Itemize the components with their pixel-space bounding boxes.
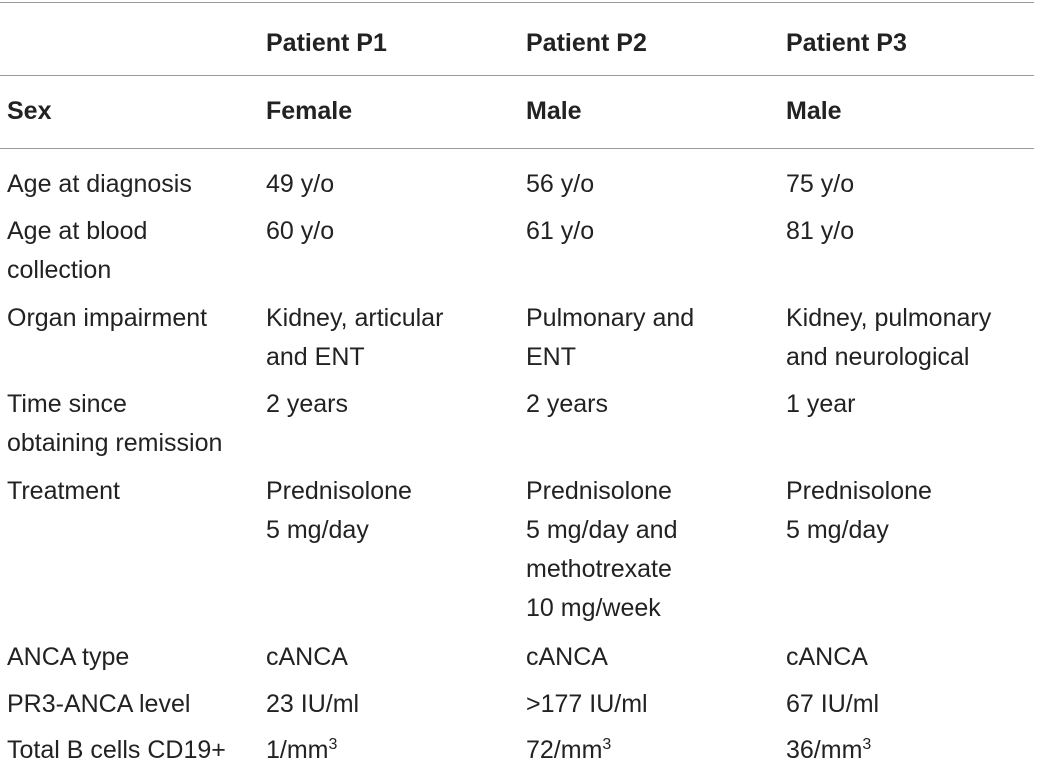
treatment-p1: Prednisolone 5 mg/day [266,477,412,544]
b-cells-p3-exponent: 3 [862,736,872,753]
b-cells-p2 [526,731,611,770]
row-label-organ: Organ impairment [7,304,208,332]
header-rule [0,75,1034,76]
treatment-p2: Prednisolone 5 mg/day and methotrexate 10 mg/week [526,477,678,622]
row-label-age-blood: Age at blood collection [7,217,148,284]
b-cells-p3-value: 36/mm [786,736,863,764]
pr3-level-p3: 67 IU/ml [786,690,880,718]
age-diagnosis-p2: 56 y/o [526,170,595,198]
remission-p1: 2 years [266,390,348,418]
anca-type-p1: cANCA [266,643,348,671]
remission-p2: 2 years [526,390,608,418]
header-patient-p2: Patient P2 [526,29,647,57]
header-patient-p1: Patient P1 [266,29,387,57]
b-cells-p1-exponent: 3 [328,736,338,753]
age-diagnosis-p1: 49 y/o [266,170,335,198]
table-top-rule [0,2,1034,3]
b-cells-p3 [786,731,871,770]
remission-p3: 1 year [786,390,856,418]
organ-p2: Pulmonary and ENT [526,304,695,371]
age-blood-p2: 61 y/o [526,217,595,245]
b-cells-p1-value: 1/mm [266,736,329,764]
header-patient-p3: Patient P3 [786,29,907,57]
row-label-treatment: Treatment [7,477,121,505]
b-cells-p2-value: 72/mm [526,736,603,764]
b-cells-p1 [266,731,337,770]
b-cells-p2-exponent: 3 [602,736,612,753]
row-label-anca-type: ANCA type [7,643,130,671]
treatment-p3: Prednisolone 5 mg/day [786,477,932,544]
pr3-level-p2: >177 IU/ml [526,690,648,718]
sex-p1: Female [266,97,353,125]
age-blood-p1: 60 y/o [266,217,335,245]
row-label-b-cells: Total B cells CD19+ [7,736,226,764]
anca-type-p2: cANCA [526,643,608,671]
row-label-sex: Sex [7,97,52,125]
sex-p3: Male [786,97,842,125]
pr3-level-p1: 23 IU/ml [266,690,360,718]
row-label-pr3-level: PR3-ANCA level [7,690,191,718]
sex-p2: Male [526,97,582,125]
organ-p3: Kidney, pulmonary and neurological [786,304,992,371]
sex-rule [0,148,1034,149]
age-diagnosis-p3: 75 y/o [786,170,855,198]
anca-type-p3: cANCA [786,643,868,671]
row-label-remission: Time since obtaining remission [7,390,223,457]
organ-p1: Kidney, articular and ENT [266,304,444,371]
age-blood-p3: 81 y/o [786,217,855,245]
row-label-age-diagnosis: Age at diagnosis [7,170,192,198]
